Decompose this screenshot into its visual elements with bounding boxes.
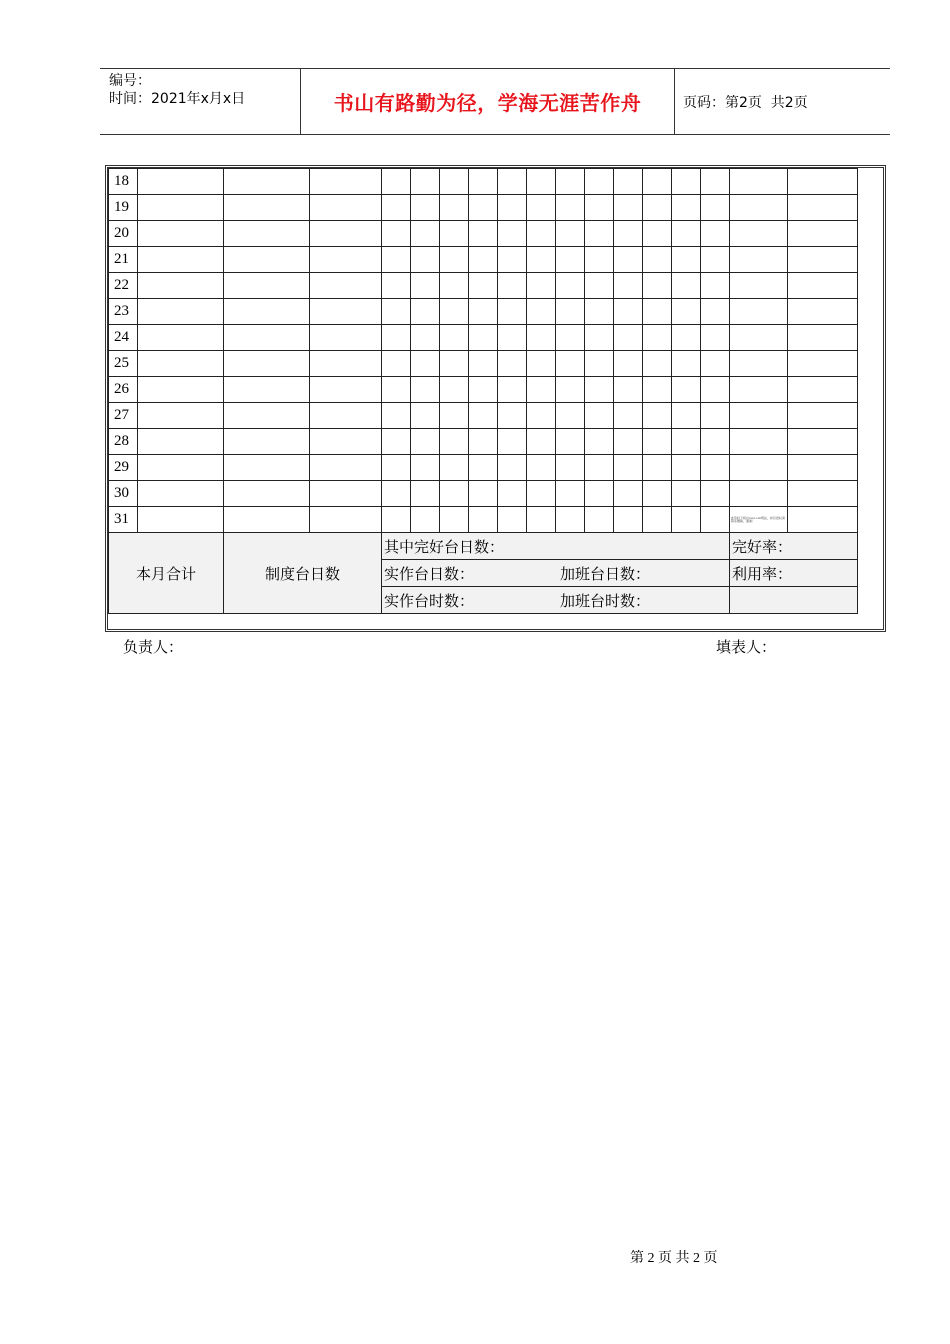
- empty-cell: [614, 325, 643, 351]
- empty-cell: [469, 351, 498, 377]
- day-number-cell: 24: [109, 325, 138, 351]
- empty-cell: [614, 351, 643, 377]
- empty-cell: [382, 195, 411, 221]
- day-number-cell: 22: [109, 273, 138, 299]
- table-row: [109, 429, 858, 455]
- good-rate-label: 完好率：: [732, 539, 793, 556]
- empty-cell: [440, 325, 469, 351]
- empty-cell: [672, 247, 701, 273]
- empty-cell: [411, 351, 440, 377]
- empty-cell: [643, 325, 672, 351]
- empty-cell: [382, 429, 411, 455]
- empty-cell: [788, 507, 858, 533]
- page-header: [100, 68, 890, 135]
- empty-cell: [701, 299, 730, 325]
- empty-cell: [382, 351, 411, 377]
- empty-cell: [498, 351, 527, 377]
- empty-cell: [614, 455, 643, 481]
- empty-cell: [382, 455, 411, 481]
- empty-cell: [224, 377, 310, 403]
- empty-cell: [556, 507, 585, 533]
- table-row: [109, 481, 858, 507]
- empty-cell: [585, 351, 614, 377]
- empty-cell: [614, 195, 643, 221]
- empty-cell: [788, 273, 858, 299]
- empty-cell: [310, 377, 382, 403]
- empty-cell: [730, 299, 788, 325]
- empty-cell: [527, 273, 556, 299]
- empty-cell: [440, 377, 469, 403]
- empty-cell: [224, 429, 310, 455]
- day-number-cell: 29: [109, 455, 138, 481]
- empty-cell: [382, 325, 411, 351]
- empty-cell: [310, 169, 382, 195]
- day-number-cell: 28: [109, 429, 138, 455]
- empty-cell: [138, 377, 224, 403]
- empty-cell: [440, 507, 469, 533]
- table-row: [109, 325, 858, 351]
- empty-cell: [585, 299, 614, 325]
- empty-cell: [440, 247, 469, 273]
- empty-cell: [701, 169, 730, 195]
- empty-cell: [701, 455, 730, 481]
- empty-cell: [310, 403, 382, 429]
- document-date: 时间：2021年x月x日: [109, 91, 246, 107]
- empty-cell: [310, 455, 382, 481]
- empty-cell: [730, 273, 788, 299]
- empty-cell: [469, 273, 498, 299]
- empty-cell: [382, 299, 411, 325]
- empty-cell: [643, 195, 672, 221]
- empty-cell: [310, 351, 382, 377]
- table-row: [109, 455, 858, 481]
- empty-cell: [138, 481, 224, 507]
- empty-cell: [701, 481, 730, 507]
- empty-cell: [310, 429, 382, 455]
- empty-cell: [672, 455, 701, 481]
- empty-cell: [614, 507, 643, 533]
- empty-cell: [411, 169, 440, 195]
- empty-cell: [382, 221, 411, 247]
- empty-cell: [527, 325, 556, 351]
- empty-cell: [411, 481, 440, 507]
- empty-cell: [138, 273, 224, 299]
- empty-cell: [411, 403, 440, 429]
- empty-cell: [788, 247, 858, 273]
- system-days-label: 制度台日数: [224, 533, 382, 614]
- empty-cell: [614, 169, 643, 195]
- empty-cell: [411, 247, 440, 273]
- empty-cell: [527, 429, 556, 455]
- empty-cell: [614, 377, 643, 403]
- empty-cell: [498, 299, 527, 325]
- empty-cell: [440, 273, 469, 299]
- tiny-footnote: 此资料下载自xxxx.com网站，如有侵权请联系删除，谢谢！: [731, 515, 785, 523]
- empty-cell: [310, 481, 382, 507]
- empty-cell: [138, 403, 224, 429]
- empty-cell: [730, 195, 788, 221]
- empty-cell: [701, 247, 730, 273]
- empty-cell: [614, 299, 643, 325]
- empty-cell: [556, 169, 585, 195]
- empty-cell: [527, 481, 556, 507]
- empty-cell: [643, 351, 672, 377]
- empty-cell: [730, 169, 788, 195]
- empty-cell: [527, 169, 556, 195]
- empty-cell: [788, 195, 858, 221]
- empty-cell: [498, 195, 527, 221]
- empty-cell: [614, 403, 643, 429]
- empty-cell: [469, 299, 498, 325]
- good-rate-cell: [730, 533, 858, 560]
- empty-cell: [138, 455, 224, 481]
- equipment-record-table: [105, 165, 886, 632]
- empty-cell: [411, 325, 440, 351]
- empty-cell: [224, 169, 310, 195]
- empty-cell: [614, 273, 643, 299]
- empty-cell: [672, 403, 701, 429]
- empty-cell: [556, 403, 585, 429]
- empty-cell: [527, 455, 556, 481]
- empty-cell: [440, 429, 469, 455]
- day-number-cell: 30: [109, 481, 138, 507]
- empty-cell: [138, 429, 224, 455]
- empty-cell: [701, 403, 730, 429]
- empty-cell: [788, 455, 858, 481]
- empty-cell: [469, 221, 498, 247]
- empty-cell: [310, 221, 382, 247]
- empty-cell: [498, 377, 527, 403]
- empty-cell: [585, 195, 614, 221]
- empty-cell: [730, 247, 788, 273]
- empty-cell: [310, 273, 382, 299]
- empty-cell: [310, 507, 382, 533]
- table-row: [109, 273, 858, 299]
- empty-cell: [440, 403, 469, 429]
- empty-cell: [498, 507, 527, 533]
- empty-cell: [498, 221, 527, 247]
- empty-cell: [788, 169, 858, 195]
- empty-cell: [643, 221, 672, 247]
- table-row: [109, 403, 858, 429]
- empty-cell: [382, 403, 411, 429]
- empty-cell: [643, 377, 672, 403]
- empty-cell: [310, 325, 382, 351]
- empty-cell: [440, 351, 469, 377]
- empty-cell: [469, 455, 498, 481]
- day-number-cell: 20: [109, 221, 138, 247]
- good-days-cell: [382, 533, 730, 560]
- day-number-cell: 31: [109, 507, 138, 533]
- empty-cell: [382, 247, 411, 273]
- empty-cell: [138, 507, 224, 533]
- empty-cell: [585, 377, 614, 403]
- empty-cell: [672, 169, 701, 195]
- empty-cell: [224, 481, 310, 507]
- empty-cell: [672, 195, 701, 221]
- empty-cell: [310, 195, 382, 221]
- empty-cell: [411, 429, 440, 455]
- empty-cell: [701, 221, 730, 247]
- empty-cell: [224, 299, 310, 325]
- empty-cell: [585, 481, 614, 507]
- empty-cell: [498, 455, 527, 481]
- empty-cell: [440, 169, 469, 195]
- empty-cell: [643, 429, 672, 455]
- empty-cell: [643, 507, 672, 533]
- empty-cell: [643, 403, 672, 429]
- empty-cell: [224, 221, 310, 247]
- empty-cell: [556, 273, 585, 299]
- month-total-label: 本月合计: [109, 533, 224, 614]
- empty-cell: [411, 507, 440, 533]
- actual-days-cell: [382, 560, 730, 587]
- empty-cell: [585, 507, 614, 533]
- empty-cell: [469, 403, 498, 429]
- responsible-person-label: 负责人：: [123, 640, 184, 656]
- empty-cell: [556, 429, 585, 455]
- record-grid: [108, 168, 858, 614]
- empty-cell: [224, 351, 310, 377]
- empty-cell: [527, 507, 556, 533]
- empty-cell: [224, 195, 310, 221]
- empty-cell: [614, 429, 643, 455]
- empty-cell: [310, 247, 382, 273]
- day-number-cell: 19: [109, 195, 138, 221]
- empty-cell: [585, 429, 614, 455]
- empty-cell: [440, 455, 469, 481]
- page-info-text: 页码：第2页 共2页: [683, 94, 808, 111]
- day-number-cell: 23: [109, 299, 138, 325]
- empty-cell: [788, 221, 858, 247]
- empty-cell: [498, 429, 527, 455]
- empty-cell: [556, 351, 585, 377]
- empty-cell: [382, 507, 411, 533]
- empty-cell: [469, 481, 498, 507]
- empty-cell: [440, 195, 469, 221]
- empty-cell: [585, 273, 614, 299]
- table-row: [109, 351, 858, 377]
- empty-cell: [469, 325, 498, 351]
- empty-cell: [788, 403, 858, 429]
- empty-cell: [730, 587, 858, 614]
- empty-cell: [411, 299, 440, 325]
- empty-cell: [730, 455, 788, 481]
- empty-cell: [643, 247, 672, 273]
- empty-cell: [672, 481, 701, 507]
- empty-cell: [788, 481, 858, 507]
- empty-cell: [498, 169, 527, 195]
- empty-cell: [788, 299, 858, 325]
- empty-cell: [585, 325, 614, 351]
- empty-cell: [672, 273, 701, 299]
- empty-cell: [614, 221, 643, 247]
- header-meta: [100, 69, 301, 134]
- empty-cell: [527, 377, 556, 403]
- empty-cell: [411, 377, 440, 403]
- actual-days-label: 实作台日数：: [384, 566, 475, 583]
- empty-cell: [585, 221, 614, 247]
- table-row: [109, 169, 858, 195]
- empty-cell: [556, 325, 585, 351]
- empty-cell: [224, 507, 310, 533]
- header-page-info: [675, 69, 890, 134]
- day-number-cell: 21: [109, 247, 138, 273]
- empty-cell: [556, 247, 585, 273]
- empty-cell: [411, 455, 440, 481]
- empty-cell: [469, 507, 498, 533]
- empty-cell: [585, 455, 614, 481]
- header-motto: 书山有路勤为径，学海无涯苦作舟: [301, 69, 675, 134]
- day-number-cell: 18: [109, 169, 138, 195]
- empty-cell: [701, 351, 730, 377]
- actual-hours-cell: [382, 587, 730, 614]
- empty-cell: [788, 429, 858, 455]
- empty-cell: [382, 377, 411, 403]
- empty-cell: [643, 481, 672, 507]
- empty-cell: [138, 195, 224, 221]
- table-row: [109, 247, 858, 273]
- empty-cell: [672, 325, 701, 351]
- table-row: [109, 195, 858, 221]
- page-number: 第 2 页 共 2 页: [630, 1251, 718, 1266]
- empty-cell: [643, 299, 672, 325]
- document-number-label: 编号：: [109, 73, 151, 89]
- empty-cell: [788, 351, 858, 377]
- empty-cell: [701, 195, 730, 221]
- empty-cell: [701, 507, 730, 533]
- empty-cell: [556, 299, 585, 325]
- empty-cell: [498, 247, 527, 273]
- empty-cell: [643, 455, 672, 481]
- empty-cell: [224, 325, 310, 351]
- empty-cell: [730, 221, 788, 247]
- table-row: [109, 299, 858, 325]
- empty-cell: [672, 507, 701, 533]
- empty-cell: [730, 429, 788, 455]
- empty-cell: [788, 377, 858, 403]
- empty-cell: [138, 221, 224, 247]
- empty-cell: [527, 351, 556, 377]
- empty-cell: [701, 273, 730, 299]
- empty-cell: [527, 247, 556, 273]
- empty-cell: [556, 377, 585, 403]
- empty-cell: [498, 481, 527, 507]
- empty-cell: [138, 325, 224, 351]
- summary-row: [109, 533, 858, 560]
- empty-cell: [730, 403, 788, 429]
- day-number-cell: 27: [109, 403, 138, 429]
- empty-cell: [138, 247, 224, 273]
- empty-cell: [224, 273, 310, 299]
- empty-cell: [672, 429, 701, 455]
- empty-cell: [527, 403, 556, 429]
- table-row: [109, 507, 858, 533]
- good-days-label: 其中完好台日数：: [384, 539, 505, 556]
- footnote-cell: [730, 507, 788, 533]
- day-number-cell: 25: [109, 351, 138, 377]
- empty-cell: [730, 325, 788, 351]
- empty-cell: [556, 221, 585, 247]
- overtime-hours-label: 加班台时数：: [560, 593, 651, 610]
- empty-cell: [411, 221, 440, 247]
- utilization-label: 利用率：: [732, 566, 793, 583]
- empty-cell: [730, 377, 788, 403]
- empty-cell: [224, 455, 310, 481]
- empty-cell: [527, 299, 556, 325]
- empty-cell: [672, 377, 701, 403]
- empty-cell: [138, 351, 224, 377]
- day-number-cell: 26: [109, 377, 138, 403]
- empty-cell: [411, 195, 440, 221]
- empty-cell: [701, 429, 730, 455]
- empty-cell: [440, 481, 469, 507]
- empty-cell: [469, 377, 498, 403]
- table-row: [109, 221, 858, 247]
- empty-cell: [701, 325, 730, 351]
- empty-cell: [672, 299, 701, 325]
- empty-cell: [788, 325, 858, 351]
- empty-cell: [469, 169, 498, 195]
- empty-cell: [672, 221, 701, 247]
- empty-cell: [556, 455, 585, 481]
- empty-cell: [527, 195, 556, 221]
- empty-cell: [498, 273, 527, 299]
- empty-cell: [556, 481, 585, 507]
- empty-cell: [382, 273, 411, 299]
- empty-cell: [224, 403, 310, 429]
- empty-cell: [224, 247, 310, 273]
- empty-cell: [643, 273, 672, 299]
- empty-cell: [614, 481, 643, 507]
- empty-cell: [672, 351, 701, 377]
- empty-cell: [585, 247, 614, 273]
- empty-cell: [382, 481, 411, 507]
- table-row: [109, 377, 858, 403]
- empty-cell: [310, 299, 382, 325]
- empty-cell: [730, 351, 788, 377]
- empty-cell: [498, 403, 527, 429]
- empty-cell: [730, 481, 788, 507]
- empty-cell: [469, 247, 498, 273]
- empty-cell: [411, 273, 440, 299]
- empty-cell: [585, 169, 614, 195]
- empty-cell: [440, 299, 469, 325]
- utilization-cell: [730, 560, 858, 587]
- empty-cell: [701, 377, 730, 403]
- empty-cell: [498, 325, 527, 351]
- empty-cell: [556, 195, 585, 221]
- empty-cell: [614, 247, 643, 273]
- empty-cell: [469, 429, 498, 455]
- empty-cell: [440, 221, 469, 247]
- empty-cell: [643, 169, 672, 195]
- overtime-days-label: 加班台日数：: [560, 566, 651, 583]
- empty-cell: [585, 403, 614, 429]
- form-filler-label: 填表人：: [716, 640, 777, 656]
- empty-cell: [469, 195, 498, 221]
- empty-cell: [138, 169, 224, 195]
- actual-hours-label: 实作台时数：: [384, 593, 475, 610]
- empty-cell: [527, 221, 556, 247]
- empty-cell: [138, 299, 224, 325]
- empty-cell: [382, 169, 411, 195]
